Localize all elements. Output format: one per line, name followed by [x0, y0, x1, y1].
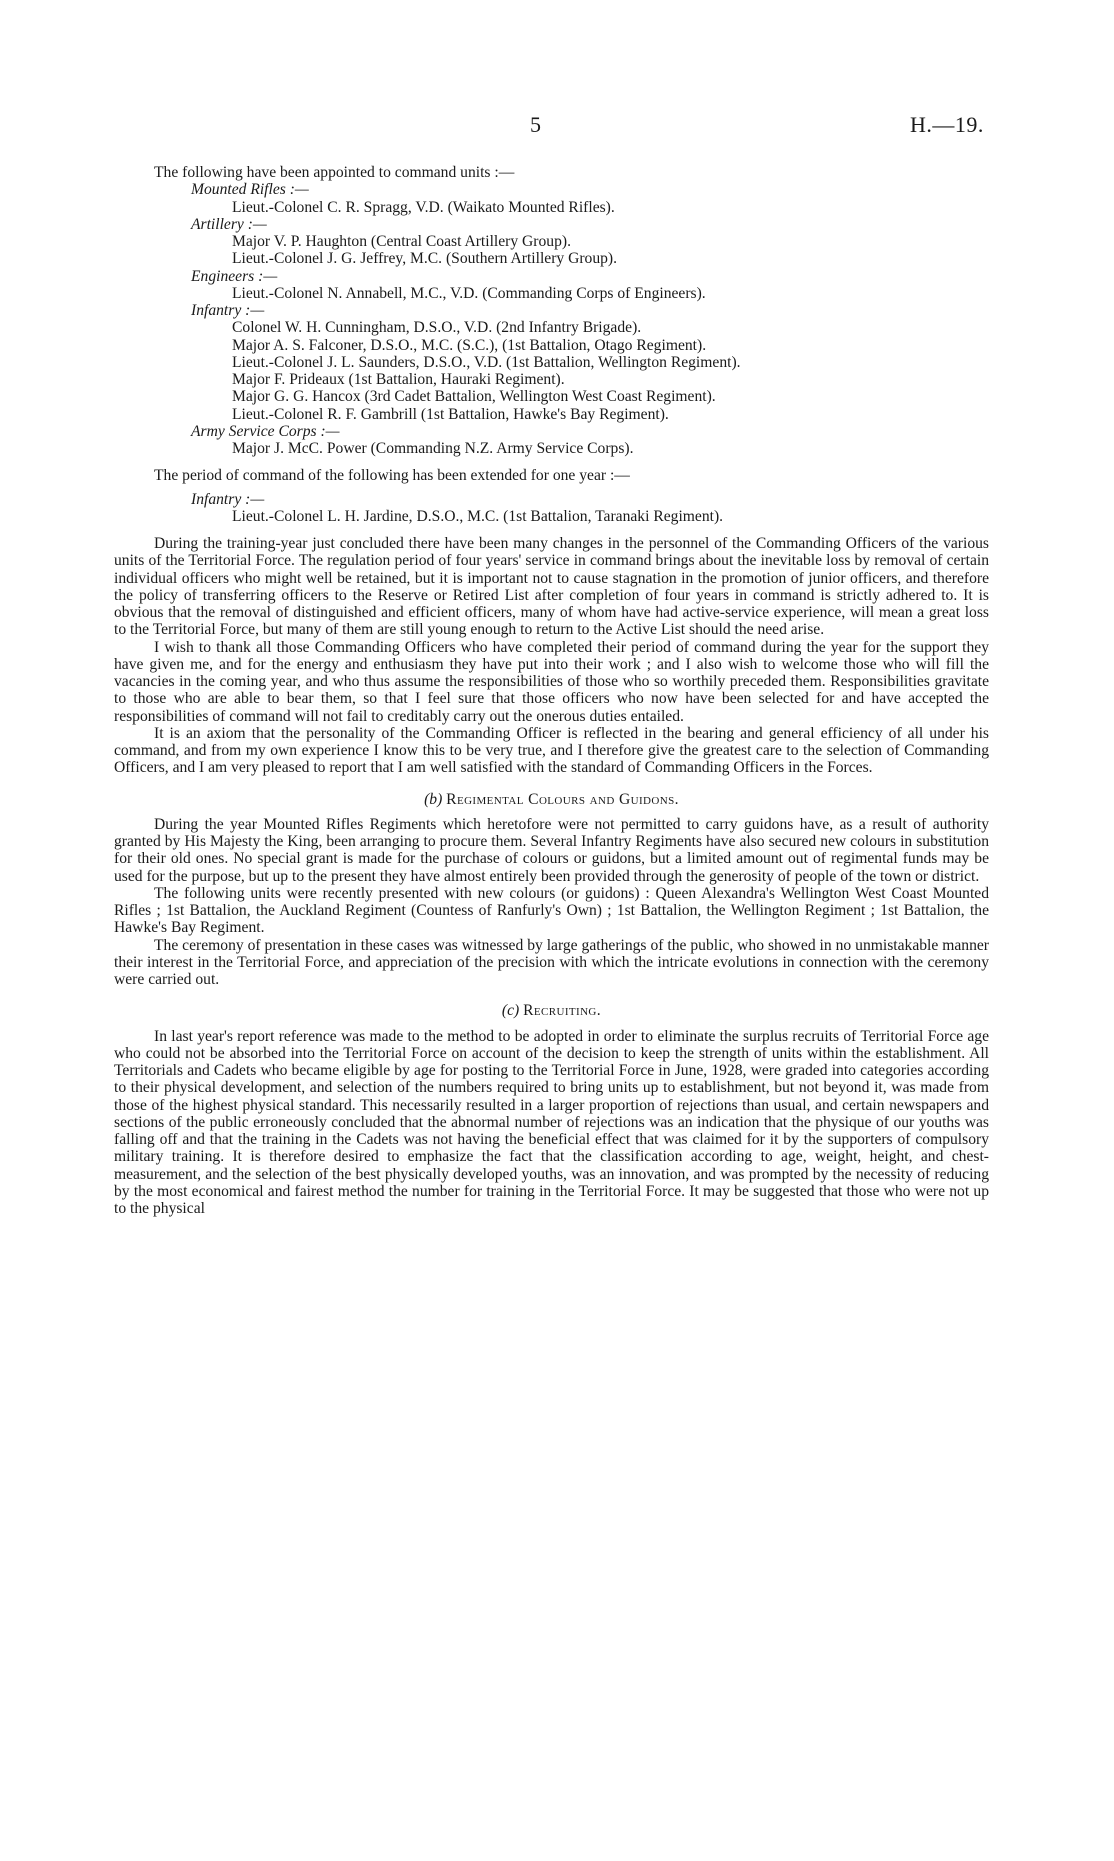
page-body	[114, 164, 989, 1217]
page-number: 5	[530, 112, 541, 137]
section-c-heading	[114, 1002, 989, 1019]
paragraph-ceremony: The ceremony of presentation in these cases was witnessed by large gatherings of the public, who showed in no unmistakable manner their interest in the Territorial Force, and appreciation of the precision with which the intricate evolutions in connection with the ceremony were carried out.	[114, 936, 989, 988]
appointment-item: Lieut.-Colonel J. L. Saunders, D.S.O., V.D. (1st Battalion, Wellington Regiment).	[232, 353, 741, 371]
section-c-label: (c)	[501, 1002, 520, 1020]
document-reference: H.—19.	[910, 112, 984, 137]
paragraph-new-colours: The following units were recently presented with new colours (or guidons) : Queen Alexandra's Wellington West Coast Mounted Rifles ; 1st Battalion, the Auckland Regiment (Countess of Ranfurly's Own) ; 1st Battalion, the Wellington Regiment ; 1st Battalion, the Hawke's Bay Regiment.	[114, 884, 989, 937]
appointment-item: Lieut.-Colonel N. Annabell, M.C., V.D. (Commanding Corps of Engineers).	[232, 284, 706, 302]
appointment-item: Lieut.-Colonel R. F. Gambrill (1st Battalion, Hawke's Bay Regiment).	[232, 405, 669, 423]
category-army-service-corps: Army Service Corps :—	[191, 422, 340, 440]
paragraph-recruiting: In last year's report reference was made to the method to be adopted in order to eliminate the surplus recruits of Territorial Force age who could not be absorbed into the Territorial Force on account of the decision to keep the strength of units within the establishment. All Territorials and Cadets who became eligible by age for posting to the Territorial Force in June, 1928, were graded into categories according to their physical development, and selection of the numbers required to bring units up to establishment, but not beyond it, was made from those of the highest physical standard. This necessarily resulted in a larger proportion of rejections than usual, and certain newspapers and sections of the public erroneously concluded that the abnormal number of rejections was an indication that the physique of our youths was falling off and that the training in the Cadets was not having the beneficial effect that was claimed for it by the supporters of compulsory military training. It is therefore desired to emphasize the fact that the classification according to age, weight, height, and chest-measurement, and the selection of the best physically developed youths, was an innovation, and was prompted by the necessity of reducing by the most economical and fairest method the number for training in the Territorial Force. It may be suggested that those who were not up to the physical	[114, 1027, 989, 1217]
paragraph-personnel-changes: During the training-year just concluded there have been many changes in the personnel of the Commanding Officers of the various units of the Territorial Force. The regulation period of four years' service in command brings about the inevitable loss by removal of certain individual officers who might well be retained, but it is important not to cause stagnation in the promotion of junior officers, and therefore the policy of transferring officers to the Reserve or Retired List after completion of four years in command is strictly adhered to. It is obvious that the removal of distinguished and efficient officers, many of whom have had active-service experience, will mean a great loss to the Territorial Force, but many of them are still young enough to return to the Active List should the need arise.	[114, 535, 989, 639]
appointment-item: Major V. P. Haughton (Central Coast Artillery Group).	[232, 233, 571, 250]
extension-intro: The period of command of the following has been extended for one year :—	[154, 467, 630, 485]
category-infantry-extension: Infantry :—	[191, 490, 265, 508]
page-header	[0, 112, 1114, 142]
appointment-item: Lieut.-Colonel C. R. Spragg, V.D. (Waikato Mounted Rifles).	[232, 198, 615, 216]
section-b-title: Regimental Colours and Guidons.	[446, 790, 679, 808]
paragraph-axiom: It is an axiom that the personality of the Commanding Officer is reflected in the bearing and general efficiency of all under his command, and from my own experience I know this to be very true, and I therefore give the greatest care to the selection of Commanding Officers, and I am very pleased to report that I am well satisfied with the standard of Commanding Officers in the Forces.	[114, 724, 989, 777]
paragraph-thanks: I wish to thank all those Commanding Officers who have completed their period of command during the year for the support they have given me, and for the energy and enthusiasm they have put into their work ; and I also wish to welcome those who will fill the vacancies in the coming year, and who thus assume the responsibilities of those who so worthily preceded them. Responsibilities gravitate to those who are able to bear them, so that I feel sure that those officers who now have been selected for and have accepted the responsibilities of command will not fail to creditably carry out the onerous duties entailed.	[114, 638, 989, 725]
extension-item: Lieut.-Colonel L. H. Jardine, D.S.O., M.C. (1st Battalion, Taranaki Regiment).	[232, 507, 724, 525]
category-artillery: Artillery :—	[191, 215, 267, 233]
paragraph-guidons: During the year Mounted Rifles Regiments which heretofore were not permitted to carry guidons have, as a result of authority granted by His Majesty the King, been arranging to procure them. Several Infantry Regiments have also secured new colours in substitution for their old ones. No special grant is made for the purchase of colours or guidons, but a limited amount out of regimental funds may be used for the purpose, but up to the present they have almost entirely been provided through the generosity of people of the town or district.	[114, 815, 989, 885]
category-mounted-rifles: Mounted Rifles :—	[191, 181, 309, 199]
appointments-intro: The following have been appointed to command units :—	[154, 164, 515, 181]
category-infantry: Infantry :—	[191, 302, 265, 319]
appointment-item: Major F. Prideaux (1st Battalion, Hauraki Regiment).	[232, 371, 565, 388]
section-b-heading	[114, 791, 989, 808]
section-c-title: Recruiting.	[523, 1002, 602, 1020]
appointment-item: Major G. G. Hancox (3rd Cadet Battalion, Wellington West Coast Regiment).	[232, 388, 716, 406]
appointment-item: Lieut.-Colonel J. G. Jeffrey, M.C. (Southern Artillery Group).	[232, 250, 618, 268]
appointment-item: Major A. S. Falconer, D.S.O., M.C. (S.C.), (1st Battalion, Otago Regiment).	[232, 336, 707, 354]
appointment-item: Major J. McC. Power (Commanding N.Z. Army Service Corps).	[232, 440, 634, 457]
section-b-label: (b)	[424, 790, 443, 808]
appointment-item: Colonel W. H. Cunningham, D.S.O., V.D. (2nd Infantry Brigade).	[232, 319, 642, 337]
category-engineers: Engineers :—	[191, 267, 278, 285]
